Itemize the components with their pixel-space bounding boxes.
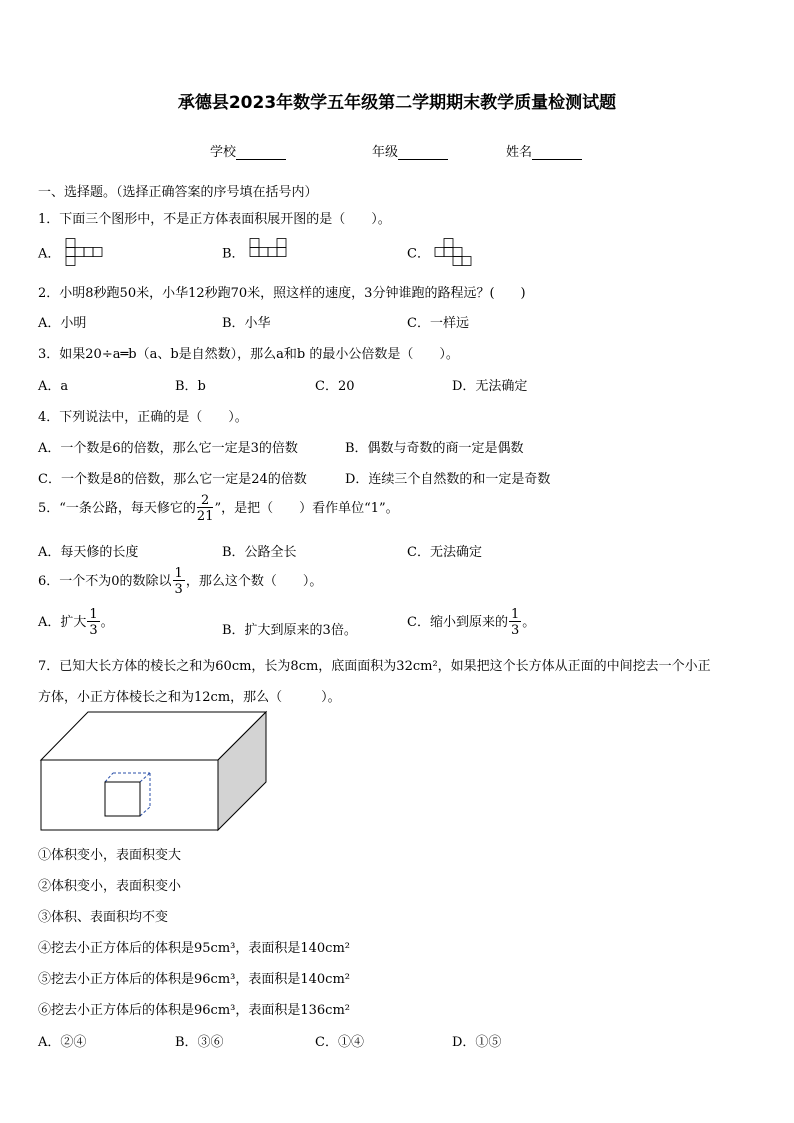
q2-option-a: A．小明 — [38, 316, 87, 331]
q6-option-b: B．扩大到原来的3倍。 — [222, 623, 357, 638]
q5-stem: 5．“一条公路，每天修它的 $\frac{2}{21}$ ”，是把（ ）看作单位“1”。 — [38, 493, 399, 524]
q7-stem-line1: 7．已知大长方体的棱长之和为60cm，长为8cm，底面面积为32cm²，如果把这个长方体从正面的中间挖去一个小正 — [38, 659, 711, 674]
q5-option-a: A．每天修的长度 — [38, 545, 139, 560]
school-field — [210, 141, 286, 160]
q4-option-b: B．偶数与奇数的商一定是偶数 — [345, 441, 524, 456]
grade-label: 年级 — [372, 145, 399, 160]
q7-option-c: C．①④ — [315, 1035, 364, 1050]
q4-option-d: D．连续三个自然数的和一定是奇数 — [345, 472, 551, 487]
q7-statement-2: ②体积变小，表面积变小 — [38, 879, 182, 894]
q6-stem: 6．一个不为0的数除以 $\frac{1}{3}$ ，那么这个数（ ）。 — [38, 566, 323, 597]
q3-option-a: A．a — [38, 379, 69, 394]
q1-option-a: A． — [38, 238, 107, 270]
net-figure-b — [249, 238, 291, 270]
q2-stem: 2．小明8秒跑50米，小华12秒跑70米，照这样的速度，3分钟谁跑的路程远？( ) — [38, 286, 526, 301]
q7-statement-4: ④挖去小正方体后的体积是95cm³，表面积是140cm² — [38, 941, 350, 956]
cuboid-figure — [38, 710, 270, 834]
q1-stem: 1．下面三个图形中，不是正方体表面积展开图的是（ ）。 — [38, 212, 391, 227]
q7-statement-1: ①体积变小，表面积变大 — [38, 848, 182, 863]
q6-fraction: $\frac{1}{3}$ — [174, 566, 183, 597]
q4-option-c: C．一个数是8的倍数，那么它一定是24的倍数 — [38, 472, 307, 487]
q1-option-c: C． — [407, 238, 476, 270]
q7-statement-5: ⑤挖去小正方体后的体积是96cm³，表面积是140cm² — [38, 972, 350, 987]
q5-option-b: B．公路全长 — [222, 545, 297, 560]
school-label: 学校 — [210, 145, 237, 160]
school-blank — [236, 145, 286, 160]
q3-option-c: C．20 — [315, 379, 355, 394]
q7-option-d: D．①⑤ — [452, 1035, 502, 1050]
name-label: 姓名 — [506, 145, 533, 160]
q6-option-c: C．缩小到原来的 $\frac{1}{3}$ 。 — [407, 607, 536, 638]
name-field — [506, 141, 582, 160]
q4-option-a: A．一个数是6的倍数，那么它一定是3的倍数 — [38, 441, 298, 456]
q7-statement-6: ⑥挖去小正方体后的体积是96cm³，表面积是136cm² — [38, 1003, 350, 1018]
grade-field — [372, 141, 448, 160]
q3-option-d: D．无法确定 — [452, 379, 528, 394]
section-heading: 一、选择题。（选择正确答案的序号填在括号内） — [38, 185, 318, 200]
q5-option-c: C．无法确定 — [407, 545, 482, 560]
q7-stem-line2: 方体，小正方体棱长之和为12cm，那么（ ）。 — [38, 690, 341, 705]
q2-option-b: B．小华 — [222, 316, 271, 331]
q5-fraction: $\frac{2}{21}$ — [196, 493, 214, 524]
q4-stem: 4．下列说法中，正确的是（ ）。 — [38, 410, 248, 425]
name-blank — [532, 145, 582, 160]
q6-option-a: A．扩大 $\frac{1}{3}$ 。 — [38, 607, 114, 638]
q3-option-b: B．b — [175, 379, 206, 394]
net-figure-c — [434, 238, 476, 270]
q2-option-c: C．一样远 — [407, 316, 469, 331]
net-figure-a — [65, 238, 107, 270]
q7-statement-3: ③体积、表面积均不变 — [38, 910, 169, 925]
q3-stem: 3．如果20÷a═b（a、b是自然数），那么a和b 的最小公倍数是（ ）。 — [38, 347, 459, 362]
q7-option-b: B．③⑥ — [175, 1035, 224, 1050]
q1-option-b: B． — [222, 238, 291, 270]
page-title: 承德县2023年数学五年级第二学期期末教学质量检测试题 — [177, 93, 617, 113]
q7-option-a: A．②④ — [38, 1035, 87, 1050]
grade-blank — [398, 145, 448, 160]
